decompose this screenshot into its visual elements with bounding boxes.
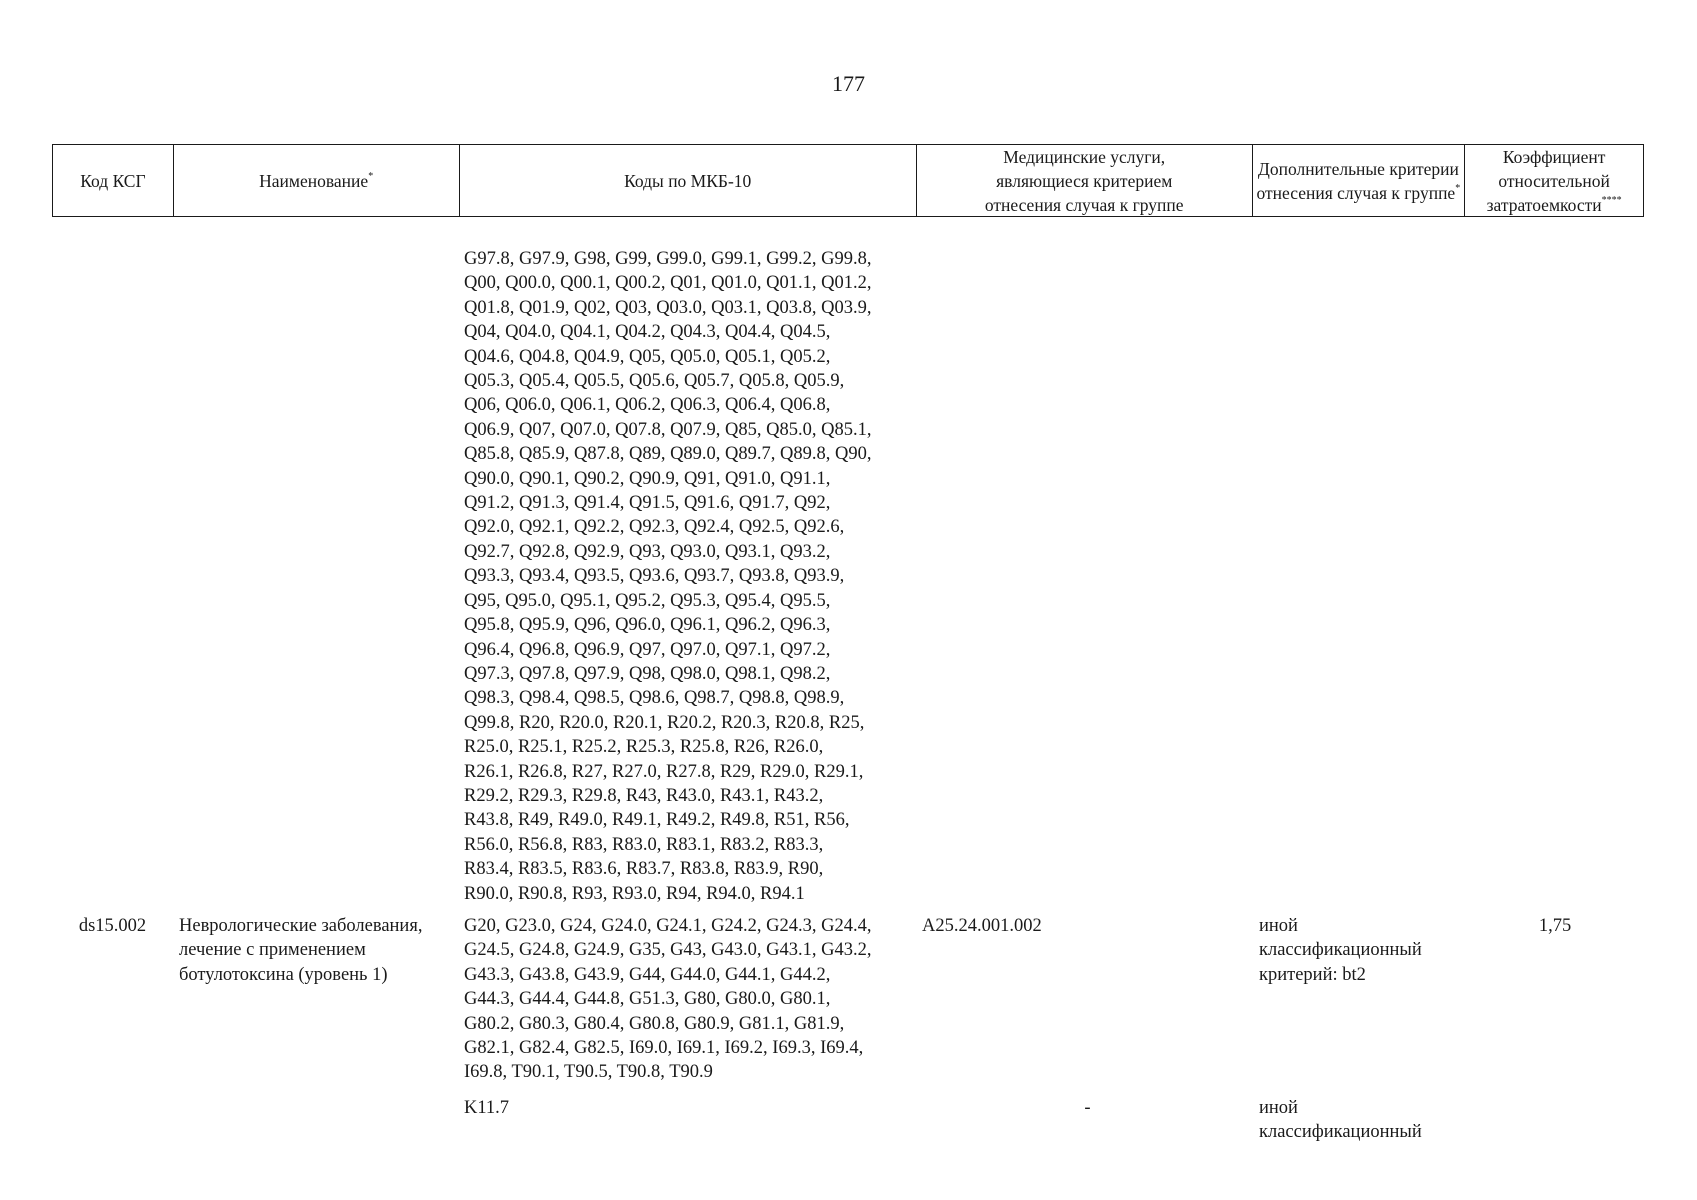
row-code (52, 247, 173, 906)
table-body-2 (52, 914, 1644, 1085)
header-extra: Дополнительные критерии отнесения случая к группе* (1253, 145, 1466, 216)
header-mkb: Коды по МКБ-10 (460, 145, 917, 216)
row-services: A25.24.001.002 (922, 916, 1042, 936)
page-number: 177 (832, 71, 865, 96)
row-mkb-codes: G97.8, G97.9, G98, G99, G99.0, G99.1, G99.2, G99.8, Q00, Q00.0, Q00.1, Q00.2, Q01, Q01.0, Q01.1, Q01.2, Q01.8, Q01.9, Q02, Q03, Q03.0, Q03.1, Q03.8, Q03.9, Q04, Q04.0, Q04.1, Q04.2, Q04.3, Q04.4, Q04.5, Q04.6, Q04.8, Q04.9, Q05, Q05.0, Q05.1, Q05.2, Q05.3, Q05.4, Q05.5, Q05.6, Q05.7, Q05.8, Q05.9, Q06, Q06.0, Q06.1, Q06.2, Q06.3, Q06.4, Q06.8, Q06.9, Q07, Q07.0, Q07.8, Q07.9, Q85, Q85.0, Q85.1, Q85.8, Q85.9, Q87.8, Q89, Q89.0, Q89.7, Q89.8, Q90, Q90.0, Q90.1, Q90.2, Q90.9, Q91, Q91.0, Q91.1, Q91.2, Q91.3, Q91.4, Q91.5, Q91.6, Q91.7, Q92, Q92.0, Q92.1, Q92.2, Q92.3, Q92.4, Q92.5, Q92.6, Q92.7, Q92.8, Q92.9, Q93, Q93.0, Q93.1, Q93.2, Q93.3, Q93.4, Q93.5, Q93.6, Q93.7, Q93.8, Q93.9, Q95, Q95.0, Q95.1, Q95.2, Q95.3, Q95.4, Q95.5, Q95.8, Q95.9, Q96, Q96.0, Q96.1, Q96.2, Q96.3, Q96.4, Q96.8, Q96.9, Q97, Q97.0, Q97.1, Q97.2, Q97.3, Q97.8, Q97.9, Q98, Q98.0, Q98.1, Q98.2, Q98.3, Q98.4, Q98.5, Q98.6, Q98.7, Q98.8, Q98.9, Q99.8, R20, R20.0, R20.1, R20.2, R20.3, R20.8, R25, R25.0, R25.1, R25.2, R25.3, R25.8, R26, R26.0, R26.1, R26.8, R27, R27.0, R27.8, R29, R29.0, R29.1, R29.2, R29.3, R29.8, R43, R43.0, R43.1, R43.2, R43.8, R49, R49.0, R49.1, R49.2, R49.8, R51, R56, R56.0, R56.8, R83, R83.0, R83.1, R83.2, R83.3, R83.4, R83.5, R83.6, R83.7, R83.8, R83.9, R90, R90.0, R90.8, R93, R93.0, R94, R94.0, R94.1 (464, 249, 872, 904)
row-mkb-codes: K11.7 (464, 1098, 510, 1118)
table-row (52, 1096, 1644, 1145)
table-body (52, 247, 1644, 906)
header-code: Код КСГ (53, 145, 174, 216)
table-header (52, 144, 1644, 217)
row-extra-criteria (1253, 247, 1466, 906)
header-coef: Коэффициент относительной затратоемкости**** (1486, 146, 1622, 215)
row-code (52, 1096, 173, 1145)
row-coefficient: 1,75 (1538, 916, 1572, 936)
row-name: Неврологические заболевания, лечение с применением ботулотоксина (уровень 1) (179, 916, 423, 985)
table-row (52, 247, 1644, 906)
row-name (173, 1096, 459, 1145)
row-services: - (1084, 1098, 1091, 1118)
table-body-3 (52, 1096, 1644, 1145)
header-services: Медицинские услуги, являющиеся критерием отнесения случая к группе (917, 145, 1253, 216)
row-extra-criteria: иной классификационный критерий: bt2 (1259, 916, 1422, 985)
row-extra-criteria: иной классификационный (1259, 1098, 1422, 1143)
row-name (173, 247, 459, 906)
row-code: ds15.002 (78, 916, 147, 936)
row-coefficient (1466, 1096, 1644, 1145)
table-row (52, 914, 1644, 1085)
header-name: Наименование* (174, 145, 460, 216)
row-coefficient (1466, 247, 1644, 906)
row-mkb-codes: G20, G23.0, G24, G24.0, G24.1, G24.2, G24.3, G24.4, G24.5, G24.8, G24.9, G35, G43, G43.0, G43.1, G43.2, G43.3, G43.8, G43.9, G44, G44.0, G44.1, G44.2, G44.3, G44.4, G44.8, G51.3, G80, G80.0, G80.1, G80.2, G80.3, G80.4, G80.8, G80.9, G81.1, G81.9, G82.1, G82.4, G82.5, I69.0, I69.1, I69.2, I69.3, I69.4, I69.8, T90.1, T90.5, T90.8, T90.9 (464, 916, 872, 1083)
row-services (917, 247, 1253, 906)
